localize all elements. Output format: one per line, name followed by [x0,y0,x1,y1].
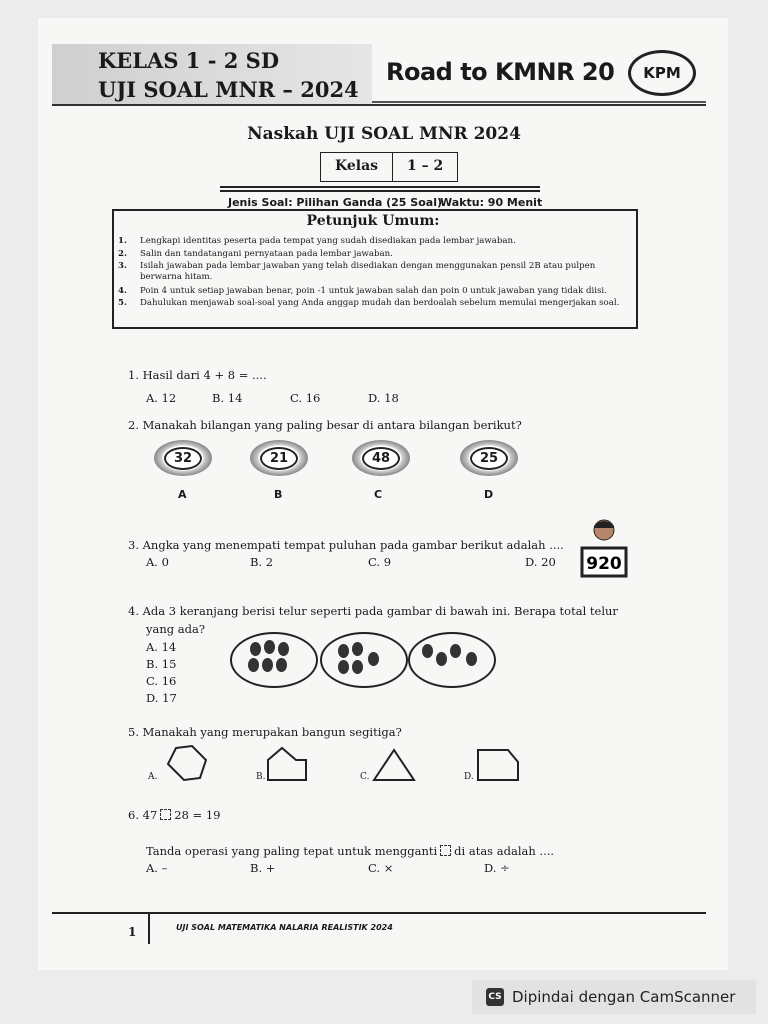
question-1: 1. Hasil dari 4 + 8 = .... [128,368,267,382]
q4-option-c: C. 16 [146,674,177,688]
footer-vbar [148,914,150,944]
coin-a: 32 [154,440,212,476]
coin-label-b: B [274,488,283,501]
coin-d: 25 [460,440,518,476]
header-divider [52,104,706,106]
egg-basket-3 [408,632,496,688]
footer-divider [52,912,706,914]
q3-option-a: A. 0 [146,555,169,569]
egg-basket-2 [320,632,408,688]
jenis-soal: Jenis Soal: Pilihan Ganda (25 Soal) [228,196,442,209]
question-4: 4. Ada 3 keranjang berisi telur seperti pada gambar di bawah ini. Berapa total telur [128,604,618,618]
coin-c: 48 [352,440,410,476]
q5-option-c: C. [360,772,370,782]
waktu: Waktu: 90 Menit [440,196,543,209]
q3-option-b: B. 2 [250,555,274,569]
header-class: KELAS 1 - 2 SD [98,48,280,73]
q3-option-c: C. 9 [368,555,392,569]
triangle-shape-icon [370,746,418,784]
kpm-logo-text: KPM [643,64,681,82]
road-to-kmnr: Road to KMNR 20 [386,58,615,86]
kelas-badge [320,152,458,182]
pentagon-shape-icon [264,746,310,784]
camscanner-watermark [472,980,756,1014]
q6-lhs: 6. 47 [128,808,158,822]
question-3: 3. Angka yang menempati tempat puluhan pada gambar berikut adalah .... [128,538,564,552]
q6-option-c: C. × [368,861,394,875]
q4-option-b: B. 15 [146,657,177,671]
hexagon-shape-icon [162,744,210,784]
footer-text: UJI SOAL MATEMATIKA NALARIA REALISTIK 2024 [176,923,393,932]
q6-option-d: D. ÷ [484,861,510,875]
petunjuk-item: 3. Isilah jawaban pada lembar jawaban yang telah disediakan dengan menggunakan pensil 2B atau pulpen berwarna hitam. [118,261,596,282]
coin-b: 21 [250,440,308,476]
q6-rhs: 28 = 19 [174,808,221,822]
operator-box-icon [440,845,451,856]
q4-option-d: D. 17 [146,691,177,705]
question-2: 2. Manakah bilangan yang paling besar di antara bilangan berikut? [128,418,522,432]
question-4-cont: yang ada? [146,622,206,636]
page-title: Naskah UJI SOAL MNR 2024 [247,124,521,144]
q1-option-d: D. 18 [368,391,399,405]
kelas-value: 1 – 2 [393,152,458,182]
petunjuk-item: 5. Dahulukan menjawab soal-soal yang Anda anggap mudah dan berdoalah sebelum memulai mengerjakan soal. [118,298,620,308]
double-line-bottom [220,190,540,192]
coin-label-c: C [374,488,383,501]
camscanner-logo-icon: CS [486,988,504,1006]
egg-basket-1 [230,632,318,688]
coin-label-a: A [178,488,187,501]
operator-box-icon [160,809,171,820]
sign-number: 920 [586,554,622,574]
q1-option-a: A. 12 [146,391,177,405]
q3-option-d: D. 20 [525,555,556,569]
question-6 [128,808,220,822]
q1-option-c: C. 16 [290,391,321,405]
header-divider-top [372,101,706,103]
q5-option-d: D. [464,772,474,782]
q5-option-a: A. [148,772,158,782]
question-6-text: Tanda operasi yang paling tepat untuk mengganti di atas adalah .... [146,844,555,858]
kelas-label: Kelas [320,152,393,182]
camscanner-text: Dipindai dengan CamScanner [512,988,736,1006]
question-5: 5. Manakah yang merupakan bangun segitiga? [128,725,402,739]
q1-option-b: B. 14 [212,391,243,405]
q6-option-a: A. – [146,861,168,875]
q4-option-a: A. 14 [146,640,177,654]
trapezoid-shape-icon [474,746,522,784]
q5-option-b: B. [256,772,266,782]
petunjuk-title: Petunjuk Umum: [306,213,440,229]
kpm-logo [628,50,696,96]
double-line-top [220,186,540,188]
coin-label-d: D [484,488,494,501]
header-exam: UJI SOAL MNR – 2024 [98,77,359,102]
petunjuk-item: 4. Poin 4 untuk setiap jawaban benar, poin -1 untuk jawaban salah dan poin 0 untuk jawaban yang tidak diisi. [118,286,607,296]
q6-option-b: B. + [250,861,276,875]
page-number: 1 [128,925,137,939]
petunjuk-item: 2. Salin dan tandatangani pernyataan pada lembar jawaban. [118,249,393,259]
child-holding-sign-icon [576,518,632,580]
petunjuk-item: 1. Lengkapi identitas peserta pada tempat yang sudah disediakan pada lembar jawaban. [118,236,516,246]
